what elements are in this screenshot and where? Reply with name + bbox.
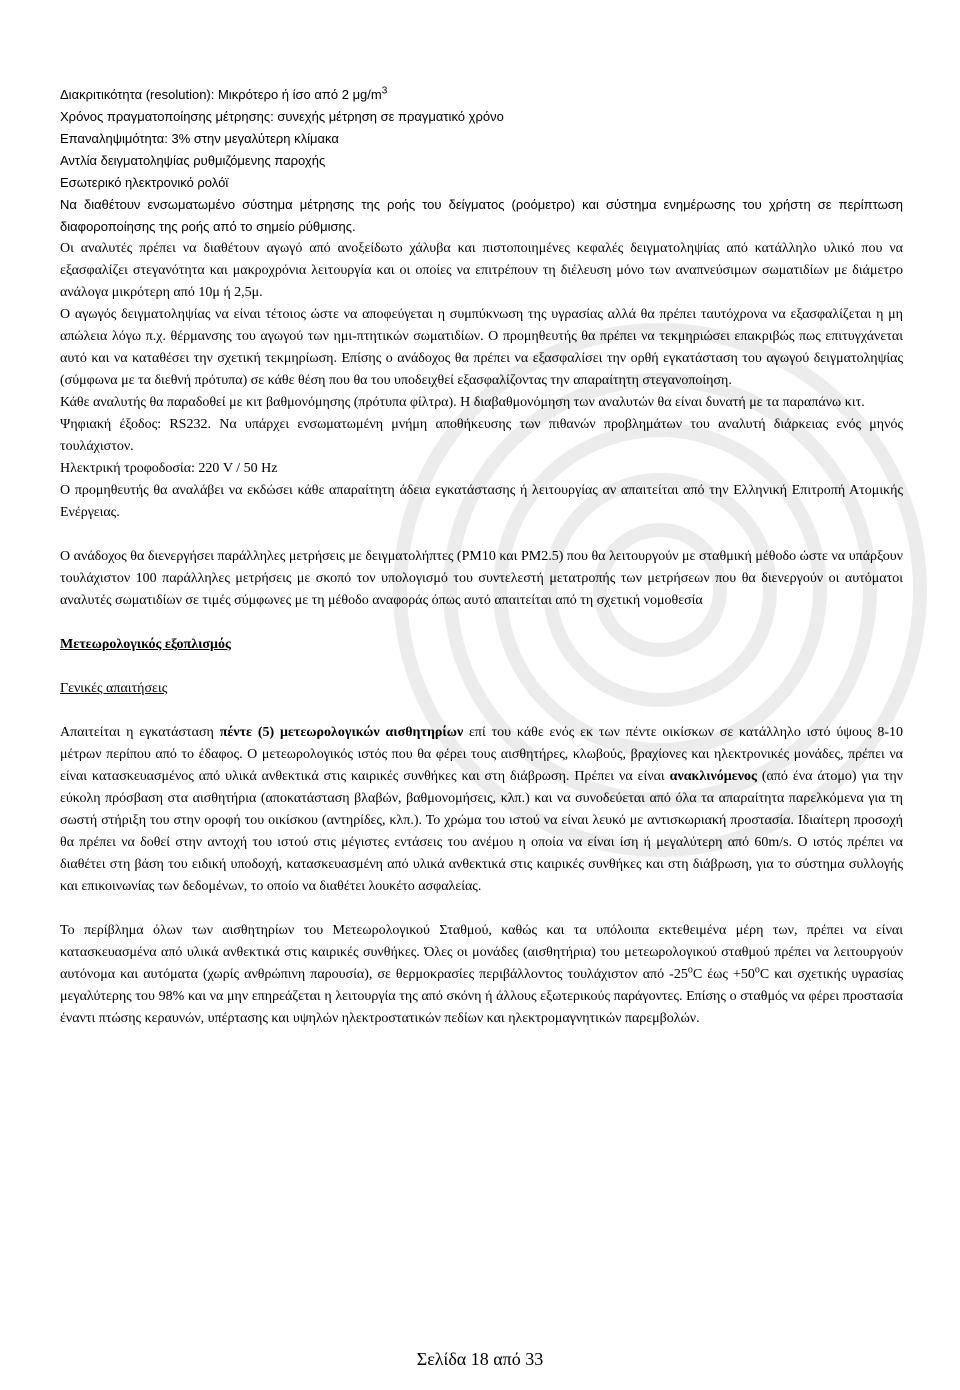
spec-resolution: Διακριτικότητα (resolution): Μικρότερο ή ίσο από 2 $\mu g/m^3$ [60,85,388,102]
paragraph-calibration: Κάθε αναλυτής θα παραδοθεί με κιτ βαθμονόμησης (πρότυπα φίλτρα). Η διαβαθμονόμηση των αναλυτών θα είναι δυνατή με τα παραπάνω κιτ. [60,395,865,410]
section-subheading: Γενικές απαιτήσεις [60,681,168,696]
spec-pump: Αντλία δειγματοληψίας ρυθμιζόμενης παροχής [60,153,326,168]
document-page [60,84,903,1030]
paragraph-license: Ο προμηθευτής θα αναλάβει να εκδώσει κάθε απαραίτητη άδεια εγκατάστασης ή λειτουργίας αν απαιτείται από την Ελληνική Επιτροπή Ατομικής Ενέργειας. [60,483,903,520]
paragraph-condensation: Ο αγωγός δειγματοληψίας να είναι τέτοιος ώστε να αποφεύγεται η συμπύκνωση της υγρασίας αλλά θα πρέπει ταυτόχρονα να εξασφαλίζεται η μη απώλεια λόγω π.χ. θέρμανσης του αγωγού των ημι-πτητικών σωματιδίων. Ο προμηθευτής θα πρέπει να τεκμηριώσει επακριβώς πως επιτυγχάνεται αυτό και να καταθέσει την σχετική τεκμηρίωση. Επίσης ο ανάδοχος θα πρέπει να εξασφαλίσει την ορθή εγκατάσταση του αγωγού δειγματοληψίας (σύμφωνα με τα διεθνή πρότυπα) σε κάθε θέση που θα του υποδειχθεί εξασφαλίζοντας την απαραίτητη στεγανοποίηση. [60,307,903,388]
paragraph-digital-output: Ψηφιακή έξοδος: RS232. Να υπάρχει ενσωματωμένη μνήμη αποθήκευσης των πιθανών προβλημάτων του αναλυτή διάρκειας ενός μηνός τουλάχιστον. [60,417,903,454]
spec-realtime: Χρόνος πραγματοποίησης μέτρησης: συνεχής μέτρηση σε πραγματικό χρόνο [60,109,504,124]
mast-sensor-count: πέντε (5) μετεωρολογικών αισθητηρίων [219,725,464,740]
mast-tilting: ανακλινόμενος [669,769,757,784]
page-number: Σελίδα 18 από 33 [416,1349,544,1369]
section-heading: Μετεωρολογικός εξοπλισμός [60,637,231,652]
paragraph-parallel-measurements: Ο ανάδοχος θα διενεργήσει παράλληλες μετρήσεις με δειγματολήπτες (PM10 και PM2.5) που θα λειτουργούν με σταθμική μέθοδο ώστε να υπάρξουν τουλάχιστον 100 παράλληλες μετρήσεις με σκοπό τον υπολογισμό του συντελεστή μετατροπής των μετρήσεων που θα διενεργούν οι αυτόματοι αναλυτές σωματιδίων σε τιμές σύμφωνες με τη μέθοδο αναφοράς όπως αυτό απαιτείται από τη σχετική νομοθεσία [60,549,903,608]
paragraph-enclosure: Το περίβλημα όλων των αισθητηρίων του Μετεωρολογικού Σταθμού, καθώς και τα υπόλοιπα εκτεθειμένα μέρη των, πρέπει να είναι κατασκευασμένα από υλικά ανθεκτικά στις καιρικές συνθήκες. Όλες οι μονάδες (αισθητήρια) του μετεωρολογικού σταθμού πρέπει να λειτουργούν αυτόνομα και αυτόματα (χωρίς ανθρώπινη παρουσία), σε θερμοκρασίες περιβάλλοντος τουλάχιστον από -25$^o$C $έ\omega\varsigma +50^oC$ και σχετικής υγρασίας μεγαλύτερης του 98% και να μην επηρεάζεται η λειτουργία της από σκόνη ή άλλους εξωτερικούς παράγοντες. Επίσης ο σταθμός να φέρει προστασία έναντι πτώσης κεραυνών, υπέρτασης και υψηλών ηλεκτροστατικών πεδίων και ηλεκτρομαγνητικών παρεμβολών. [60,923,903,1026]
spec-repeatability: Επαναληψιμότητα: 3% στην μεγαλύτερη κλίμακα [60,131,339,146]
paragraph-inlet: Οι αναλυτές πρέπει να διαθέτουν αγωγό από ανοξείδωτο χάλυβα και πιστοποιημένες κεφαλές δειγματοληψίας από κατάλληλο υλικό που να εξασφαλίζει στεγανότητα και μακροχρόνια λειτουργία και οι οποίες να επιτρέπουν τη διέλευση μόνο των αναπνεύσιμων σωματιδίων με διάμετρο ανάλογα μικρότερη από 10μ ή 2,5μ. [60,241,903,300]
spec-flow-system: Να διαθέτουν ενσωματωμένο σύστημα μέτρησης της ροής του δείγματος (ροόμετρο) και σύστημα ενημέρωσης του χρήστη σε περίπτωση διαφοροποίησης της ροής από το σημείο ρύθμισης. [60,197,903,234]
paragraph-mast: Απαιτείται η εγκατάσταση πέντε (5) μετεωρολογικών αισθητηρίων επί του κάθε ενός εκ των πέντε οικίσκων σε κατάλληλο ιστό ύψους 8-10 μέτρων περίπου από το έδαφος. Ο μετεωρολογικός ιστός που θα φέρει τους αισθητήρες, κλωβούς, βραχίονες και ηλεκτρονικές μονάδες, πρέπει να είναι κατασκευασμένος από υλικά ανθεκτικά στις καιρικές συνθήκες και στη διάβρωση. Πρέπει να είναι ανακλινόμενος (από ένα άτομο) για την εύκολη πρόσβαση στα αισθητήρια (αποκατάσταση βλαβών, βαθμονομήσεις, κλπ.) και να συνοδεύεται από όλα τα απαραίτητα παρελκόμενα για τη σωστή στήριξη του στην οροφή του οικίσκου (αντηρίδες, κλπ.). Το χρώμα του ιστού να είναι λευκό με αντισκωριακή προστασία. Ιδιαίτερη προσοχή θα πρέπει να δοθεί στην αντοχή του ιστού στις μέγιστες εντάσεις του ανέμου η οποία να είναι ίση ή μεγαλύτερη από 60m/s. Ο ιστός πρέπει να διαθέτει στη βάση του ειδική υποδοχή, κατασκευασμένη από υλικά ανθεκτικά στις καιρικές συνθήκες και στη διάβρωση, για το σύστημα συλλογής και επικοινωνίας των δεδομένων, το οποίο να διαθέτει λουκέτο ασφαλείας. [60,725,903,894]
spec-clock: Εσωτερικό ηλεκτρονικό ρολόϊ [60,175,229,190]
paragraph-power: Ηλεκτρική τροφοδοσία: 220 V / 50 Hz [60,461,278,476]
